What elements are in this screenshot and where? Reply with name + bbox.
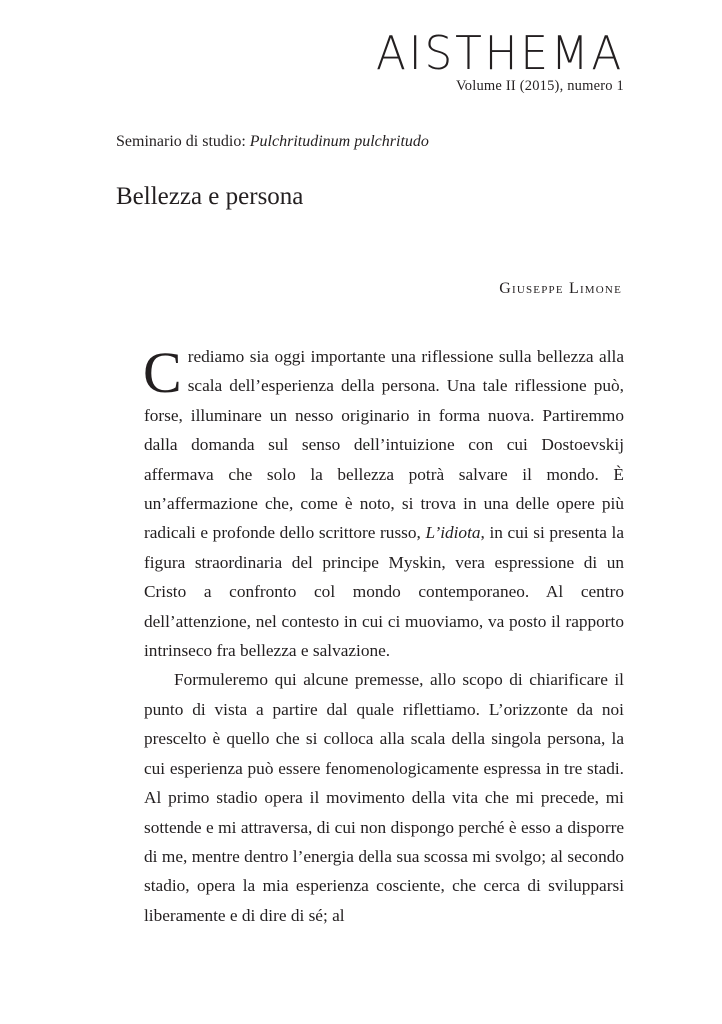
- paragraph-1-text-a: rediamo sia oggi importante una riflessione sulla bellezza alla scala dell’esperienza della persona. Una tale riflessione può, forse, illuminare un nesso originario in forma nuova. Partiremmo dalla domanda sul senso dell’intuizione con cui Dostoevskij affermava che solo la bellezza potrà salvare il mondo. È un’affermazione che, come è noto, si trova in una delle opere più radicali e profonde dello scrittore russo,: [144, 347, 624, 543]
- seminar-prefix: Seminario di studio:: [116, 133, 250, 150]
- paragraph-1: [144, 342, 624, 665]
- seminar-title: Pulchritudinum pulchritudo: [249, 133, 429, 150]
- drop-cap: C: [143, 340, 182, 405]
- issue-info: Volume II (2015), numero 1: [455, 78, 624, 94]
- seminar-line: [116, 133, 429, 151]
- article-body: [144, 342, 624, 930]
- journal-masthead: [363, 26, 624, 95]
- paragraph-1-text-b: , in cui si presenta la figura straordinaria del principe Myskin, vera espressione di un Cristo a confronto col mondo contemporaneo. Al centro dell’attenzione, nel contesto in cui ci muoviamo, va posto il rapporto intrinseco fra bellezza e salvazione.: [144, 523, 624, 661]
- journal-logo: AISTHEMA: [375, 26, 624, 80]
- book-title: L’idiota: [425, 523, 481, 543]
- article-author: Giuseppe Limone: [499, 280, 622, 297]
- paragraph-2: Formuleremo qui alcune premesse, allo scopo di chiarificare il punto di vista a partire dal quale riflettiamo. L’orizzonte da noi prescelto è quello che si colloca alla scala della singola persona, la cui esperienza può essere fenomenologicamente espressa in tre stadi. Al primo stadio opera il movimento della vita che mi precede, mi sottende e mi attraversa, di cui non dispongo perché è esso a disporre di me, mentre dentro l’energia della sua scossa mi svolgo; al secondo stadio, opera la mia esperienza cosciente, che cerca di svilupparsi liberamente e di dire di sé; al: [144, 670, 624, 925]
- article-title: Bellezza e persona: [116, 183, 304, 210]
